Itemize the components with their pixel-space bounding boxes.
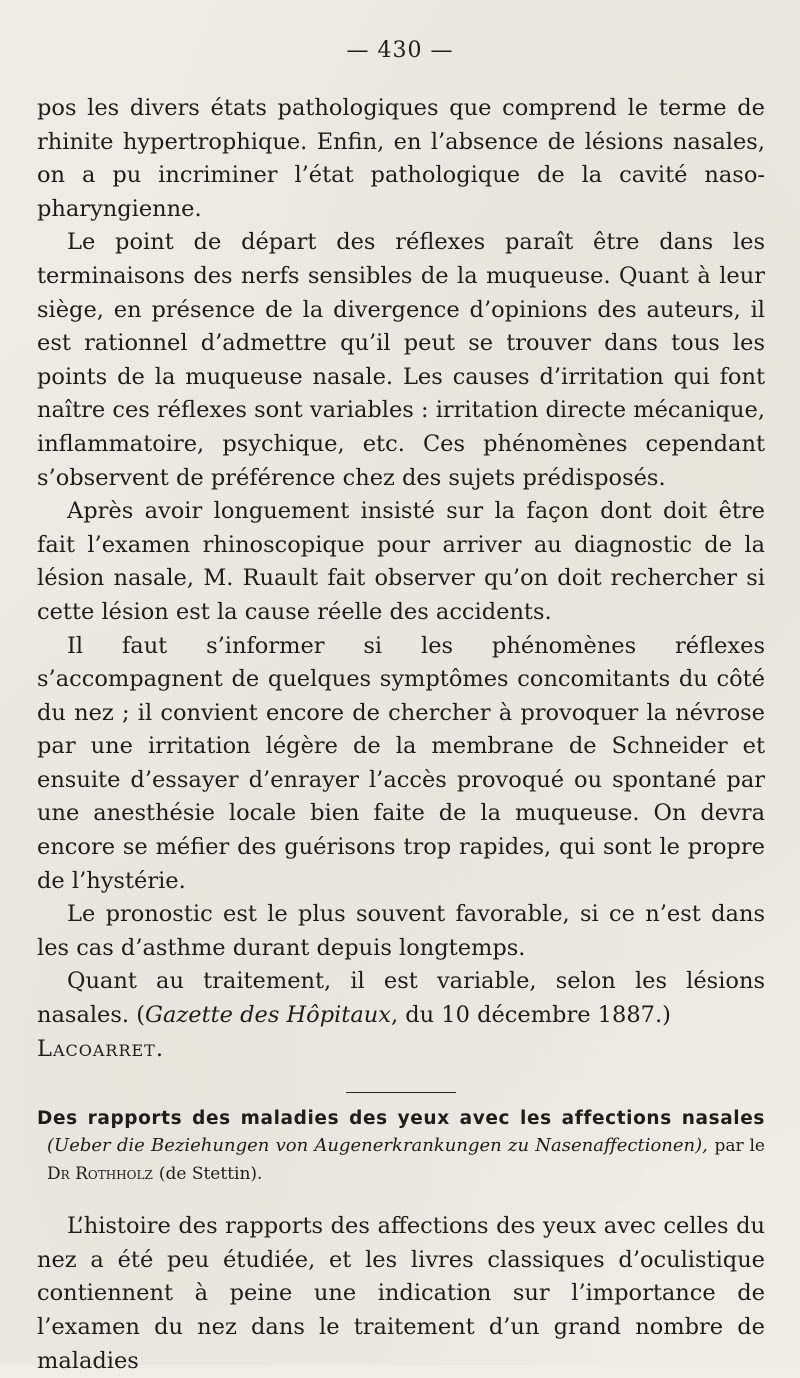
paragraph-examination: Après avoir longuement insisté sur la façon dont doit être fait l’examen rhinoscopique pour arriver au diagnostic de la lésion nasale, M. Ruault fait observer qu’on doit rechercher si cette lésion est la cause réelle des accidents. xyxy=(37,498,765,625)
paragraph-prognosis: Le pronostic est le plus souvent favorable, si ce n’est dans les cas d’asthme durant depuis longtemps. xyxy=(37,901,765,961)
signature: Lacoarret. xyxy=(37,1035,165,1062)
article-original-title: (Ueber die Beziehungen von Augenerkrankungen zu Nasenaffectionen), xyxy=(47,1135,708,1157)
article-author-city: (de Stettin). xyxy=(158,1164,263,1185)
article-heading xyxy=(37,1105,765,1188)
paragraph-continuation: pos les divers états pathologiques que comprend le terme de rhinite hypertrophique. Enfin, en l’absence de lésions nasales, on a pu incriminer l’état pathologique de la cavité naso-pharyngienne. xyxy=(37,95,765,222)
article-by: par le xyxy=(714,1136,765,1157)
paragraph-symptoms: Il faut s’informer si les phénomènes réflexes s’accompagnent de quelques symptômes concomitants du côté du nez ; il convient encore de chercher à provoquer la névrose par une irritation légère de la membrane de Schneider et ensuite d’essayer d’enrayer l’accès provoqué ou spontané par une anesthésie locale bien faite de la muqueuse. On devra encore se méfier des guérisons trop rapides, qui sont le propre de l’hystérie. xyxy=(37,632,765,894)
article-first-paragraph: L’histoire des rapports des affections des yeux avec celles du nez a été peu étudiée, et les livres classiques d’oculistique contiennent à peine une indication sur l’importance de l’examen du nez dans le traitement d’un grand nombre de maladies xyxy=(37,1213,765,1374)
body-text xyxy=(37,92,765,1378)
section-divider xyxy=(346,1092,456,1093)
citation-date: , du 10 décembre 1887.) xyxy=(390,1002,671,1029)
paragraph-treatment xyxy=(37,965,765,1032)
page-number: — 430 — xyxy=(346,38,454,63)
paragraph-reflexes: Le point de départ des réflexes paraît être dans les terminaisons des nerfs sensibles de la muqueuse. Quant à leur siège, en présence de la divergence d’opinions des auteurs, il est rationnel d’admettre qu’il peut se trouver dans tous les points de la muqueuse nasale. Les causes d’irritation qui font naître ces réflexes sont variables : irritation directe mécanique, inflammatoire, psychique, etc. Ces phénomènes cependant s’observent de préférence chez des sujets prédisposés. xyxy=(37,229,765,491)
article-title: Des rapports des maladies des yeux avec les affections nasales xyxy=(37,1108,765,1130)
treatment-text: Quant au traitement, il est variable, selon les lésions nasales. ( xyxy=(37,968,765,1029)
citation-journal: Gazette des Hôpitaux xyxy=(145,1002,391,1029)
article-author: Dr Rothholz xyxy=(47,1164,153,1185)
